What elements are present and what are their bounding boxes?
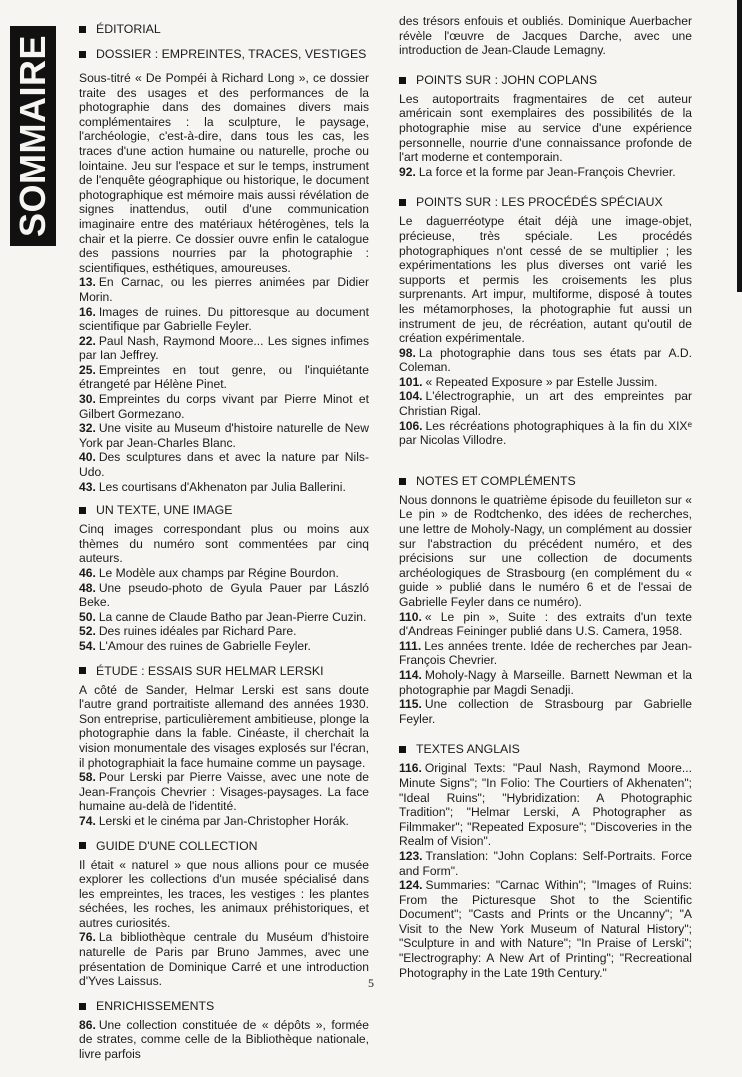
toc-entry [79,566,369,581]
section-heading: DOSSIER : EMPREINTES, TRACES, VESTIGES [79,47,369,62]
entry-title: Empreintes du corps vivant par Pierre Minot et Gilbert Gormezano. [79,392,369,421]
entry-title: Empreintes en tout genre, ou l'inquiétante étrangeté par Hélène Pinet. [79,362,369,392]
section-intro: Cinq images correspondant plus ou moins aux thèmes du numéro sont commentées par cinq auteurs. [79,522,369,566]
section-intro: A côté de Sander, Helmar Lerski est sans doute l'autre grand portraitiste allemand des années 1930. Son entreprise, particulièrement ambitieuse, plonge la photographie dans la fable. Cinéaste, il cherchait la vision monumentale des visages explosés sur l'écran, il photographiait la face humaine comme un paysage. [79,682,369,770]
entry-title: La photographie dans tous ses états par A.D. Coleman. [399,345,692,375]
entry-list [399,165,692,180]
entry-title: Pour Lerski par Pierre Vaisse, avec une note de Jean-François Chevrier : Visages-paysages. La face humaine au-delà de l'identité. [79,770,369,814]
entry-page-number: 16. [79,304,96,319]
entry-title: Original Texts: "Paul Nash, Raymond Moore... Minute Signs"; "In Folio: The Courtiers of Akhenaten"; "Ideal Ruins"; "Hybridization: A Photographic Tradition"; "Helmar Lerski, A Photographer as Filmmaker"; "Repeated Exposure"; "Discoveries in the Realm of Vision". [399,761,692,849]
toc-entry [79,581,369,610]
toc-entry [399,346,692,375]
square-bullet-icon [79,667,86,674]
entry-title: Lerski et le cinéma par Jan-Christopher Horák. [98,813,349,828]
toc-entry [79,814,369,829]
square-bullet-icon [399,199,406,206]
entry-title: Les années trente. Idée de recherches par Jean-François Chevrier. [399,638,692,668]
entry-page-number: 101. [399,374,423,389]
section-heading: GUIDE D'UNE COLLECTION [79,839,369,854]
section-heading: POINTS SUR : JOHN COPLANS [399,73,692,88]
entry-title: Le Modèle aux champs par Régine Bourdon. [98,566,339,580]
entry-list [399,610,692,727]
entry-page-number: 123. [399,848,423,863]
entry-page-number: 106. [399,418,423,433]
section-heading: UN TEXTE, UNE IMAGE [79,503,369,518]
entry-title: Translation: "John Coplans: Self-Portraits. Force and Form". [399,848,692,878]
section-enrichissements [79,999,369,1062]
entry-title: Une pseudo-photo de Gyula Pauer par László Beke. [79,580,369,610]
entry-title: Moholy-Nagy à Marseille. Barnett Newman et la photographie par Magdi Senadji. [399,667,692,697]
toc-entry [399,878,692,980]
toc-entry [79,392,369,421]
entry-page-number: 104. [399,389,423,404]
entry-page-number: 114. [399,667,422,682]
entry-list [79,566,369,654]
entry-page-number: 13. [79,275,96,290]
entry-title: La force et la forme par Jean-François Chevrier. [418,164,676,179]
square-bullet-icon [79,1003,86,1010]
square-bullet-icon [399,77,406,84]
entry-page-number: 92. [399,164,416,179]
section-continuation [399,14,692,58]
entry-title: Images de ruines. Du pittoresque au document scientifique par Gabrielle Feyler. [79,304,369,334]
section-heading: ÉDITORIAL [79,22,369,37]
entry-page-number: 48. [79,580,96,595]
toc-entry [79,1018,369,1062]
toc-entry [399,375,692,390]
entry-title: « Le pin », Suite : des extraits d'un texte d'Andreas Feininger publié dans U.S. Camera, 1958. [399,609,692,639]
toc-entry [79,305,369,334]
square-bullet-icon [399,478,406,485]
section-editorial [79,22,369,37]
page-number: 5 [368,976,374,990]
entry-page-number: 124. [399,878,423,893]
toc-entry [79,624,369,639]
toc-entry [79,639,369,654]
entry-page-number: 58. [79,770,96,785]
entry-page-number: 22. [79,333,96,348]
section-heading: ENRICHISSEMENTS [79,999,369,1014]
continuation-text: des trésors enfouis et oubliés. Dominique Auerbacher révèle l'œuvre de Jacques Darche, avec une introduction de Jean-Claude Lemagny. [399,14,692,58]
toc-entry [79,770,369,814]
section-heading: TEXTES ANGLAIS [399,742,692,757]
entry-title: La canne de Claude Batho par Jean-Pierre Cuzin. [98,609,367,624]
toc-entry [79,275,369,304]
entry-title: Une collection constituée de « dépôts », formée de strates, comme celle de la Bibliothèque nationale, livre parfois [79,1017,369,1062]
toc-entry [79,421,369,450]
page-edge-bar [737,0,742,292]
entry-title: « Repeated Exposure » par Estelle Jussim. [425,374,658,389]
section-coplans [399,73,692,180]
entry-list [79,275,369,494]
entry-title: Les courtisans d'Akhenaton par Julia Ballerini. [98,479,346,494]
entry-page-number: 50. [79,609,96,624]
section-intro: Le daguerréotype était déjà une image-objet, précieuse, très spéciale. Les procédés photographiques n'ont cessé de se multiplier ; les expérimentations les plus diverses ont varié les supports et permis les croisements les plus surprenants. Art impur, multiforme, disposé à toutes les métamorphoses, la photographie fut aussi un instrument de jeu, de récréation, autant qu'outil de création expérimentale. [399,214,692,346]
entry-title: Summaries: "Carnac Within"; "Images of Ruins: From the Picturesque Shot to the Scientific Document"; "Casts and Prints or the Uncanny"; "A Visit to the New York Museum of Natural History"; "Sculpture in and with Nature"; "In Praise of Lerski"; "Electrography: A New Art of Printing"; "Recreational Photography in the Late 19th Century." [399,878,692,980]
section-heading: NOTES ET COMPLÉMENTS [399,474,692,489]
section-texte-image [79,503,369,653]
toc-entry [399,610,692,639]
entry-page-number: 52. [79,624,96,639]
section-heading: POINTS SUR : LES PROCÉDÉS SPÉCIAUX [399,195,692,210]
section-procedes [399,195,692,448]
toc-entry [399,761,692,849]
entry-title: Des sculptures dans et avec la nature par Nils-Udo. [79,450,369,480]
entry-title: En Carnac, ou les pierres animées par Didier Morin. [79,275,369,304]
entry-title: La bibliothèque centrale du Muséum d'histoire naturelle de Paris par Bruno Jammes, avec une présentation de Dominique Carré et une introduction d'Yves Laissus. [79,930,369,989]
toc-entry [399,639,692,668]
toc-entry [79,450,369,479]
section-guide [79,839,369,989]
entry-page-number: 46. [79,566,96,580]
toc-entry [399,165,692,180]
entry-page-number: 30. [79,392,96,407]
toc-entry [399,389,692,418]
toc-entry [399,668,692,697]
sommaire-vertical-banner [10,26,56,246]
section-intro: Sous-titré « De Pompéi à Richard Long », ce dossier traite des usages et des performances de la photographie dans des domaines divers mais complémentaires : la sculpture, le paysage, l'archéologie, c'est-à-dire, dans tous les cas, les traces d'une action humaine ou naturelle, proche ou lointaine. Jeu sur l'espace et sur le temps, instrument de l'enquête géographique ou historique, le document photographique est mémoire mais aussi révélation de signes inattendus, outil d'une communication imaginaire entre des matériaux hétérogènes, tels la chair et la pierre. Ce dossier ouvre enfin le catalogue des passions nourries par la photographie : scientifiques, esthétiques, amoureuses. [79,71,369,275]
entry-page-number: 98. [399,345,416,360]
entry-page-number: 43. [79,479,96,494]
right-column [399,14,692,995]
section-anglais [399,742,692,980]
toc-entry [79,480,369,495]
entry-page-number: 116. [399,761,422,776]
entry-list [79,1018,369,1062]
section-dossier [79,47,369,494]
entry-list [399,346,692,448]
entry-page-number: 86. [79,1017,96,1032]
toc-entry [79,610,369,625]
section-intro: Il était « naturel » que nous allions pour ce musée explorer les collections d'un musée spécialisé dans les empreintes, les traces, les vestiges : les plantes séchées, les roches, les animaux préhistoriques, et autres curiosités. [79,857,369,930]
entry-title: L'Amour des ruines de Gabrielle Feyler. [98,638,311,653]
entry-page-number: 40. [79,450,96,465]
toc-entry [399,849,692,878]
entry-page-number: 54. [79,638,96,653]
entry-title: Une collection de Strasbourg par Gabrielle Feyler. [399,697,692,726]
toc-entry [79,334,369,363]
section-notes [399,474,692,727]
toc-entry [399,697,692,726]
square-bullet-icon [79,51,86,58]
entry-page-number: 32. [79,421,96,436]
entry-list [399,761,692,980]
entry-page-number: 76. [79,930,96,945]
section-heading: ÉTUDE : ESSAIS SUR HELMAR LERSKI [79,664,369,679]
entry-page-number: 74. [79,813,96,828]
entry-page-number: 111. [399,638,422,653]
entry-page-number: 115. [399,697,422,712]
square-bullet-icon [399,746,406,753]
entry-list [79,770,369,828]
toc-entry [79,363,369,392]
entry-title: L'électrographie, un art des empreintes par Christian Rigal. [399,389,692,419]
entry-title: Des ruines idéales par Richard Pare. [98,624,297,639]
square-bullet-icon [79,507,86,514]
section-lerski [79,664,369,829]
square-bullet-icon [79,842,86,849]
entry-title: Paul Nash, Raymond Moore... Les signes infimes par Ian Jeffrey. [79,333,369,363]
entry-title: Les récréations photographiques à la fin du XIXᵉ par Nicolas Villodre. [399,418,692,448]
section-intro: Les autoportraits fragmentaires de cet auteur américain sont exemplaires des possibilités de la photographie mise au service d'une expérience personnelle, nourrie d'une connaissance profonde de l'art moderne et contemporain. [399,91,692,165]
left-column [79,22,369,1077]
entry-page-number: 110. [399,609,422,624]
square-bullet-icon [79,26,86,33]
sommaire-title: SOMMAIRE [12,35,53,237]
section-intro: Nous donnons le quatrième épisode du feuilleton sur « Le pin » de Rodtchenko, des idées de recherches, une lettre de Moholy-Nagy, un complément au dossier sur l'abstraction du précédent numéro, et des précisions sur une collection de documents archéologiques de Strasbourg (en complément du « guide » publié dans le numéro 6 et de l'essai de Gabrielle Feyler dans ce numéro). [399,492,692,609]
entry-title: Une visite au Museum d'histoire naturelle de New York par Jean-Charles Blanc. [79,421,369,450]
toc-entry [399,419,692,448]
entry-page-number: 25. [79,362,96,377]
